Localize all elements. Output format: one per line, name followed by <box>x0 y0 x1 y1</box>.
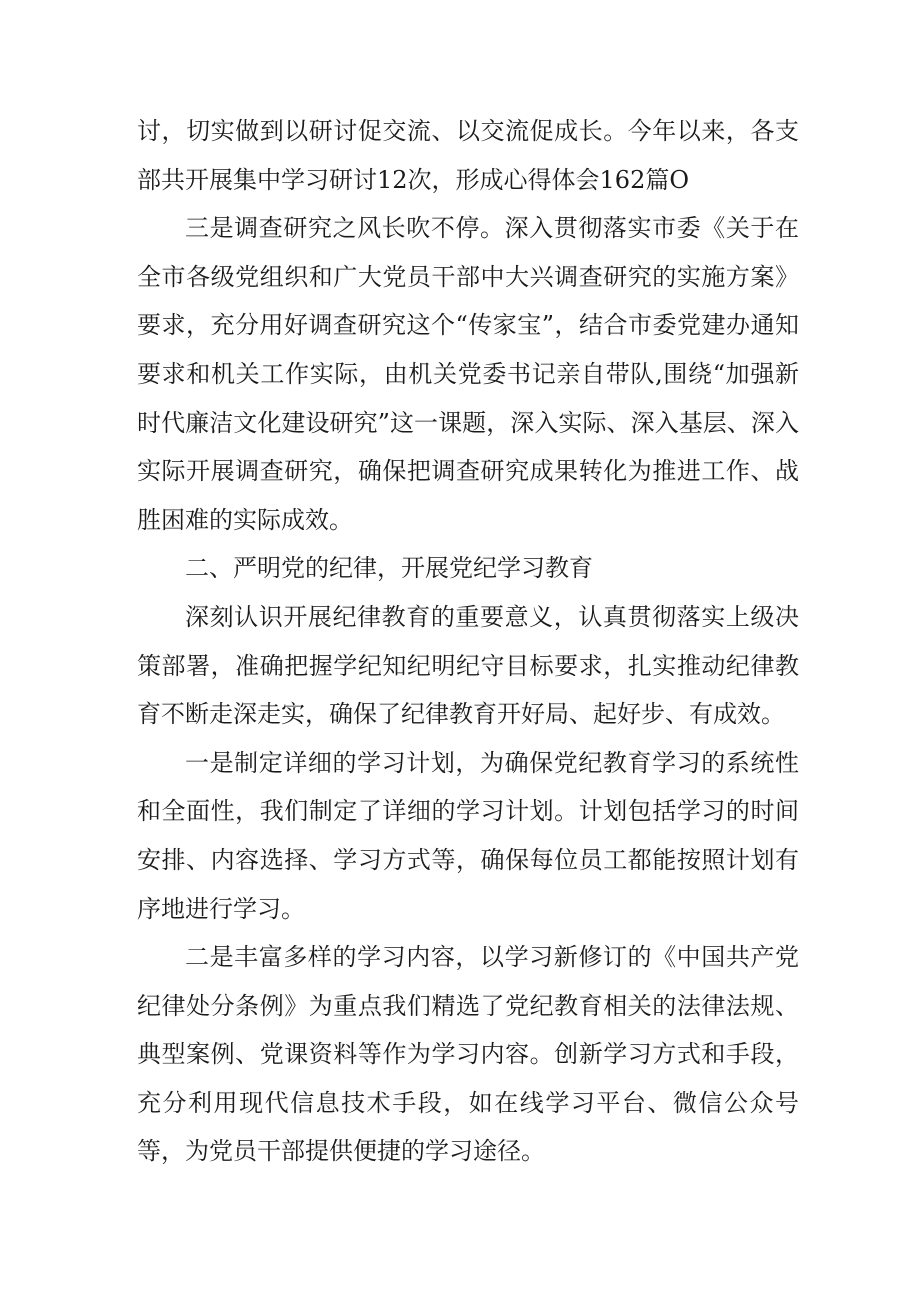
paragraph-study-plan: 一是制定详细的学习计划，为确保党纪教育学习的系统性和全面性，我们制定了详细的学习计划。计划包括学习的时间安排、内容选择、学习方式等，确保每位员工都能按照计划有序地进行学习。 <box>137 748 799 923</box>
section-heading: 二、严明党的纪律，开展党纪学习教育 <box>185 554 593 583</box>
paragraph-discipline-intro: 深刻认识开展纪律教育的重要意义，认真贯彻落实上级决策部署，准确把握学纪知纪明纪守目标要求，扎实推动纪律教育不断走深走实，确保了纪律教育开好局、起好步、有成效。 <box>137 602 799 729</box>
paragraph-study-content: 二是丰富多样的学习内容，以学习新修订的《中国共产党纪律处分条例》为重点我们精选了党纪教育相关的法律法规、典型案例、党课资料等作为学习内容。创新学习方式和手段，充分利用现代信息技术手段，如在线学习平台、微信公众号等，为党员干部提供便捷的学习途径。 <box>137 943 799 1166</box>
paragraph-research: 三是调查研究之风长吹不停。深入贯彻落实市委《关于在全市各级党组织和广大党员干部中大兴调查研究的实施方案》要求，充分用好调查研究这个“传家宝”，结合市委党建办通知要求和机关工作实际，由机关党委书记亲自带队,围绕“加强新时代廉洁文化建设研究”这一课题，深入实际、深入基层、深入实际开展调查研究，确保把调查研究成果转化为推进工作、战胜困难的实际成效。 <box>137 214 799 534</box>
paragraph-continuation: 讨，切实做到以研讨促交流、以交流促成长。今年以来，各支部共开展集中学习研讨12次，形成心得体会162篇O <box>137 117 799 194</box>
document-body <box>137 107 799 1176</box>
